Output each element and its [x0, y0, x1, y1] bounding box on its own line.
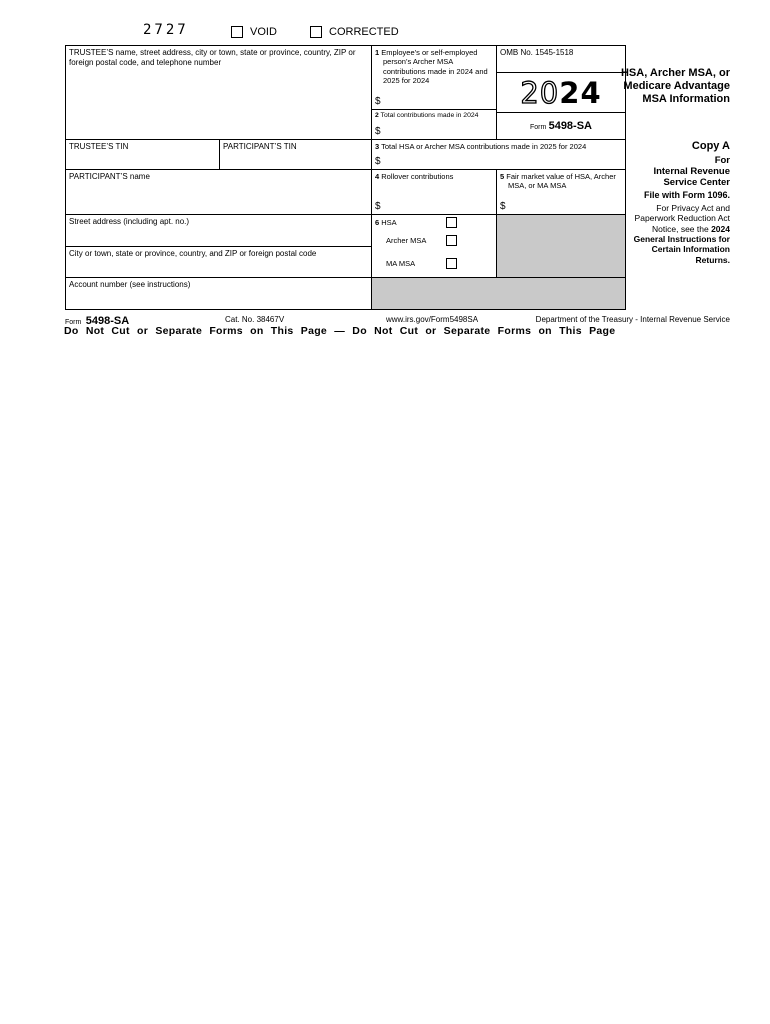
year-bold-digits: 24 [559, 76, 602, 110]
box1-dollar-sign: $ [375, 96, 381, 107]
tax-year [497, 73, 625, 113]
ma-msa-checkbox[interactable] [446, 258, 457, 269]
box1-archer-msa-contributions-field[interactable] [372, 46, 497, 110]
box4-rollover-contributions-field[interactable] [372, 170, 497, 215]
box3-dollar-sign: $ [375, 156, 381, 167]
box3-label: Total HSA or Archer MSA contributions made in 2025 for 2024 [381, 142, 587, 151]
corrected-checkbox[interactable] [310, 26, 322, 38]
catalog-number: Cat. No. 38467V [225, 315, 285, 324]
ma-msa-label: MA MSA [386, 259, 416, 268]
box4-dollar-sign: $ [375, 201, 381, 212]
form-grid [65, 45, 626, 310]
form-print-code: 2727 [143, 22, 189, 38]
street-address-field[interactable] [66, 215, 372, 247]
copy-a-label: Copy A [691, 140, 730, 152]
footer-form-number-text: 5498-SA [85, 315, 130, 327]
box5-fair-market-value-field[interactable] [497, 170, 625, 215]
participant-tin-field[interactable] [220, 140, 372, 170]
irs-form-url[interactable]: www.irs.gov/Form5498SA [386, 315, 479, 324]
box1-label: Employee’s or self-employed person’s Archer MSA contributions made in 2024 and 2025 for 2024 [381, 48, 488, 86]
box4-number: 4 [375, 172, 380, 181]
trustee-tin-label: TRUSTEE’S TIN [69, 142, 129, 151]
form-number: 5498-SA [548, 120, 592, 132]
archer-msa-label: Archer MSA [386, 236, 427, 245]
box3-total-hsa-contributions-field[interactable] [372, 140, 625, 170]
form-title-line-1: HSA, Archer MSA, or [620, 67, 730, 79]
city-label: City or town, state or province, country, and ZIP or foreign postal code [69, 249, 317, 258]
shaded-area-right-of-box6 [497, 215, 625, 278]
street-address-label: Street address (including apt. no.) [69, 217, 190, 226]
hsa-label: HSA [381, 218, 397, 227]
void-checkbox[interactable] [231, 26, 243, 38]
form-title [610, 67, 730, 107]
city-field[interactable] [66, 247, 372, 278]
box2-total-contributions-field[interactable] [372, 110, 497, 140]
box2-label: Total contributions made in 2024 [380, 112, 479, 119]
box5-number: 5 [500, 172, 505, 181]
participant-name-field[interactable] [66, 170, 372, 215]
omb-label: OMB No. 1545-1518 [500, 48, 574, 57]
form-word: Form [530, 124, 547, 131]
box6-archer-msa-row [375, 236, 493, 245]
year-outline-digits: 20 [520, 76, 560, 110]
participant-name-label: PARTICIPANT’S name [69, 172, 150, 181]
account-number-field[interactable] [66, 278, 372, 309]
do-not-cut-notice: Do Not Cut or Separate Forms on This Page — Do Not Cut or Separate Forms on This Page [64, 325, 616, 337]
for-irs-line-2: Internal Revenue [653, 166, 730, 178]
box3-number: 3 [375, 142, 380, 151]
privacy-notice-bold: 2024 General Instructions for Certain Information Returns. [633, 223, 730, 265]
file-with-form-1096-label: File with Form 1096. [643, 190, 730, 200]
omb-number [497, 46, 625, 73]
privacy-notice-regular: For Privacy Act and Paperwork Reduction Act Notice, see the [634, 203, 730, 234]
form-number-cell [497, 113, 625, 140]
for-irs-center-label [610, 155, 730, 189]
box5-label: Fair market value of HSA, Archer MSA, or MA MSA [506, 172, 616, 191]
box2-number: 2 [375, 112, 379, 119]
box6-number: 6 [375, 218, 380, 227]
form-title-line-2: Medicare Advantage [623, 80, 730, 93]
box6-hsa-row [375, 218, 493, 227]
box5-dollar-sign: $ [500, 201, 506, 212]
box6-ma-msa-row [375, 259, 493, 268]
privacy-act-notice [632, 203, 730, 265]
department-label: Department of the Treasury - Internal Revenue Service [535, 315, 730, 324]
box6-account-type-field [372, 215, 497, 278]
trustee-info-label: TRUSTEE’S name, street address, city or town, state or province, country, ZIP or foreign postal code, and telephone number [69, 48, 356, 67]
shaded-area-bottom [372, 278, 625, 309]
corrected-label: CORRECTED [329, 26, 399, 38]
trustee-tin-field[interactable] [66, 140, 220, 170]
for-irs-line-3: Service Center [663, 177, 730, 189]
trustee-info-field[interactable] [66, 46, 372, 140]
footer-form-word: Form [65, 319, 82, 326]
void-label: VOID [250, 26, 277, 38]
box2-dollar-sign: $ [375, 126, 381, 137]
for-irs-line-1: For [714, 155, 730, 166]
hsa-checkbox[interactable] [446, 217, 457, 228]
account-number-label: Account number (see instructions) [69, 280, 191, 289]
box1-number: 1 [375, 48, 380, 57]
archer-msa-checkbox[interactable] [446, 235, 457, 246]
participant-tin-label: PARTICIPANT’S TIN [223, 142, 297, 151]
box4-label: Rollover contributions [381, 172, 454, 181]
form-title-line-3: MSA Information [642, 93, 730, 106]
